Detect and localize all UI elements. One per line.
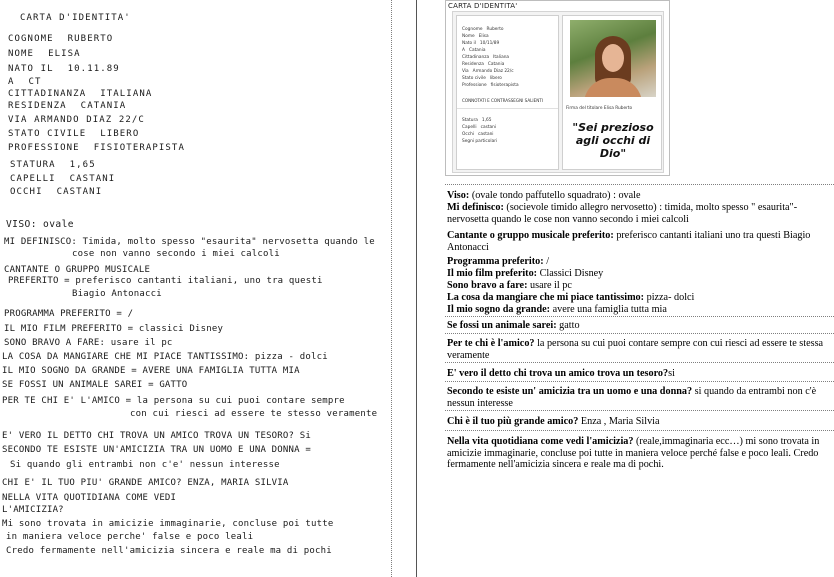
hw-line-immaginarie: Mi sono trovata in amicizie immaginarie, concluse poi tutte (2, 519, 334, 529)
qa-programma: Programma preferito: / (447, 256, 550, 267)
handwritten-title: CARTA D'IDENTITA' (20, 13, 131, 23)
hw-field-professione: PROFESSIONE FISIOTERAPISTA (8, 143, 185, 153)
hw-field-nato: NATO IL 10.11.89 (8, 64, 120, 74)
card-field-a: A Catania (462, 48, 486, 53)
card-signature-label: Firma del titolare Elisa Ruberto (566, 106, 633, 111)
page-gutter (392, 0, 416, 577)
card-field-via: Via Armando Diaz 22/c (462, 69, 514, 74)
card-divider (457, 108, 558, 109)
dotted-rule (445, 333, 834, 334)
hw-line-amico-2: con cui riesci ad essere te stesso veramente (130, 409, 378, 419)
card-photo-panel (562, 15, 662, 170)
hw-line-antonacci: Biagio Antonacci (72, 289, 162, 299)
hw-field-residenza: RESIDENZA CATANIA (8, 101, 127, 111)
hw-line-animale: SE FOSSI UN ANIMALE SAREI = GATTO (2, 380, 188, 390)
card-frame (452, 11, 664, 173)
identity-card-image (445, 0, 670, 176)
card-field-capelli: Capelli castani (462, 125, 497, 130)
hw-field-cittadinanza: CITTADINANZA ITALIANA (8, 89, 153, 99)
dotted-rule (445, 362, 834, 363)
dotted-rule (445, 184, 834, 185)
card-field-segni: Segni particolari (462, 139, 498, 144)
hw-line-uomo-donna: SECONDO TE ESISTE UN'AMICIZIA TRA UN UOMO E UNA DONNA = (2, 445, 312, 455)
card-heading: CARTA D'IDENTITA' (448, 2, 518, 10)
card-motto: "Sei prezioso agli occhi di Dio" (572, 121, 654, 160)
hw-line-sogno: IL MIO SOGNO DA GRANDE = AVERE UNA FAMIGLIA TUTTA MIA (2, 366, 300, 376)
handwritten-page (0, 0, 392, 577)
qa-amico: Per te chi è l'amico? la persona su cui puoi contare sempre con cui riesci ad essere te stessa veramente (447, 338, 824, 361)
hw-line-grande-amico: CHI E' IL TUO PIU' GRANDE AMICO? ENZA, MARIA SILVIA (2, 478, 289, 488)
hw-field-a: A CT (8, 77, 42, 87)
qa-grande-amico: Chi è il tuo più grande amico? Enza , Maria Silvia (447, 416, 660, 427)
hw-line-cantante: CANTANTE O GRUPPO MUSICALE (4, 265, 151, 275)
hw-line-preferito: PREFERITO = preferisco cantanti italiani, uno tra questi (8, 276, 323, 286)
hw-line-programma: PROGRAMMA PREFERITO = / (4, 309, 134, 319)
dotted-rule (445, 316, 834, 317)
qa-uomo-donna: Secondo te esiste un' amicizia tra un uomo e una donna? si quando da entrambi non c'è nessun interesse (447, 386, 817, 409)
hw-field-occhi: OCCHI CASTANI (10, 187, 103, 197)
qa-viso: Viso: (ovale tondo paffutello squadrato) : ovale (447, 190, 641, 201)
hw-field-cognome: COGNOME RUBERTO (8, 34, 114, 44)
card-field-stato-civile: Stato civile libero (462, 76, 502, 81)
hw-line-mangiare: LA COSA DA MANGIARE CHE MI PIACE TANTISSIMO: pizza - dolci (2, 352, 328, 362)
dotted-rule (445, 381, 834, 382)
qa-quotidiana: Nella vita quotidiana come vedi l'amicizia? (reale,immaginaria ecc…) mi sono trovata in amicizie immaginarie, concluse poi tutte in maniera veloce perché false e poco leali. Credo fermamente nell'amicizia sincera e reale ma di pochi. (447, 436, 820, 471)
card-field-statura: Statura 1,65 (462, 118, 492, 123)
hw-line-credo: Credo fermamente nell'amicizia sincera e reale ma di pochi (6, 546, 332, 556)
card-data-panel (456, 15, 559, 170)
qa-tesoro: E' vero il detto chi trova un amico trova un tesoro?si (447, 368, 675, 379)
card-field-nome: Nome Elisa (462, 34, 489, 39)
hw-line-amicizia: L'AMICIZIA? (2, 505, 64, 515)
hw-line-definisco-2: cose non vanno secondo i miei calcoli (72, 249, 280, 259)
hw-line-definisco: MI DEFINISCO: Timida, molto spesso "esaurita" nervosetta quando le (4, 237, 375, 247)
hw-line-uomo-donna-2: Si quando gli entrambi non c'e' nessun interesse (10, 460, 280, 470)
qa-mi-definisco: Mi definisco: (socievole timido allegro nervosetto) : timida, molto spesso " esaurita"- nervosetta quando le cose non vanno secondo i miei calcoli (447, 202, 798, 225)
qa-sogno: Il mio sogno da grande: avere una famiglia tutta mia (447, 304, 667, 315)
dotted-rule (445, 410, 834, 411)
hw-field-stato-civile: STATO CIVILE LIBERO (8, 129, 140, 139)
card-field-residenza: Residenza Catania (462, 62, 505, 67)
hw-line-film: IL MIO FILM PREFERITO = classici Disney (4, 324, 224, 334)
hw-field-statura: STATURA 1,65 (10, 160, 96, 170)
hw-field-nome: NOME ELISA (8, 49, 81, 59)
hw-line-tesoro: E' VERO IL DETTO CHI TROVA UN AMICO TROVA UN TESORO? Si (2, 431, 312, 441)
qa-bravo: Sono bravo a fare: usare il pc (447, 280, 572, 291)
card-contrassegni-heading: CONNOTATI E CONTRASSEGNI SALIENTI (462, 98, 543, 103)
hw-line-viso: VISO: ovale (6, 219, 74, 230)
card-field-cognome: Cognome Ruberto (462, 27, 504, 32)
card-field-occhi: Occhi castani (462, 132, 494, 137)
hw-field-via: VIA ARMANDO DIAZ 22/C (8, 115, 145, 125)
qa-mangiare: La cosa da mangiare che mi piace tantissimo: pizza- dolci (447, 292, 695, 303)
qa-cantante: Cantante o gruppo musicale preferito: preferisco cantanti italiani uno tra questi Biagio Antonacci (447, 230, 811, 253)
hw-line-amico: PER TE CHI E' L'AMICO = la persona su cui puoi contare sempre (2, 396, 345, 406)
dotted-rule (445, 430, 834, 431)
card-field-cittadinanza: Cittadinanza Italiana (462, 55, 510, 60)
card-field-professione: Professione fisioterapista (462, 83, 519, 88)
hw-line-quotidiana: NELLA VITA QUOTIDIANA COME VEDI (2, 493, 177, 503)
typed-page (445, 0, 834, 577)
page-divider (416, 0, 417, 577)
portrait-photo (570, 20, 656, 97)
card-field-nato: Nato il 10/11/89 (462, 41, 500, 46)
hw-field-capelli: CAPELLI CASTANI (10, 174, 116, 184)
qa-animale: Se fossi un animale sarei: gatto (447, 320, 580, 331)
qa-film: Il mio film preferito: Classici Disney (447, 268, 604, 279)
hw-line-bravo: SONO BRAVO A FARE: usare il pc (4, 338, 173, 348)
hw-line-veloce: in maniera veloce perche' false e poco leali (6, 532, 254, 542)
